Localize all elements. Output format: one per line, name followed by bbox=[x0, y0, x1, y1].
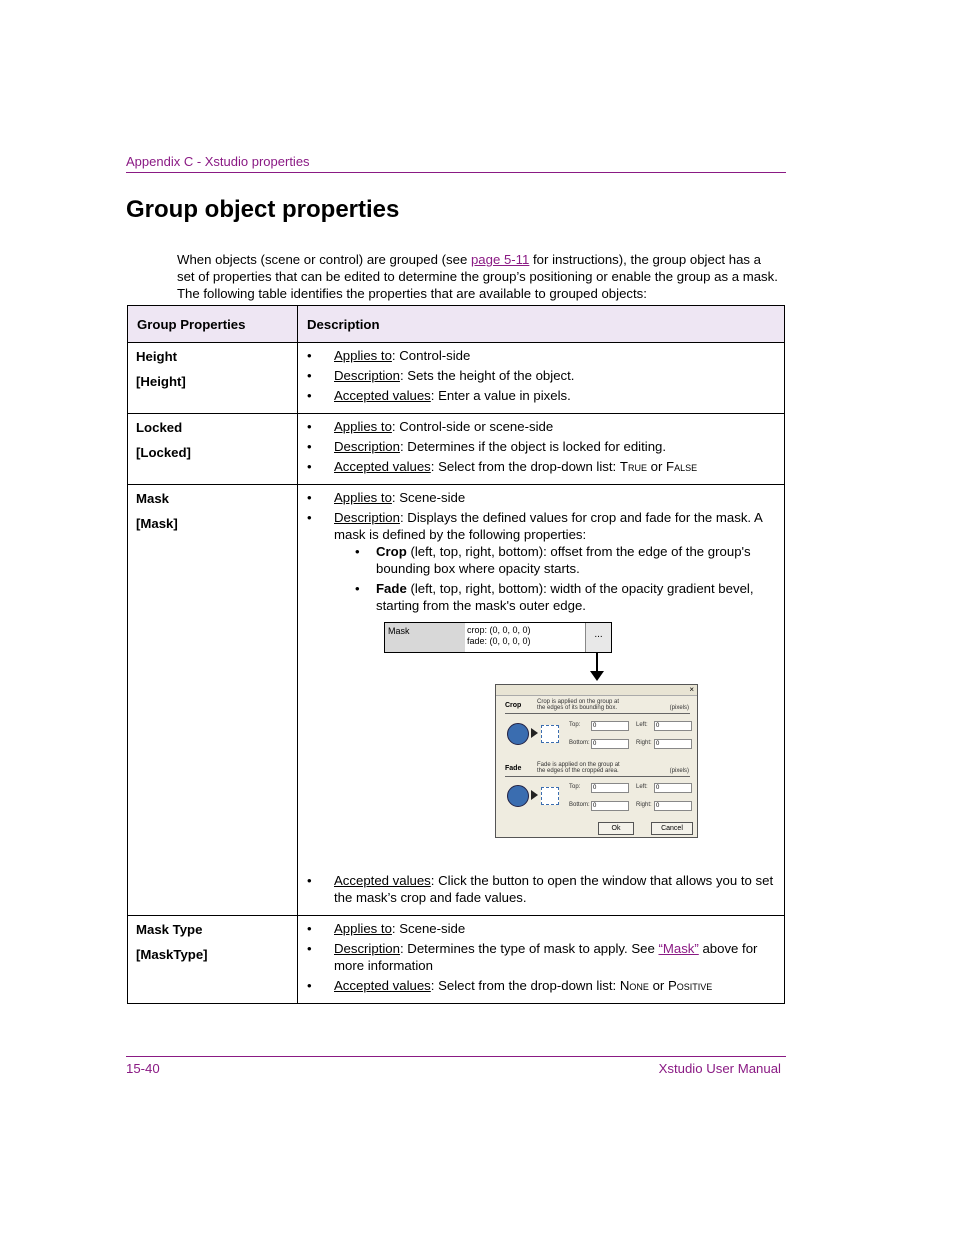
crop-section-title: Crop bbox=[505, 702, 522, 709]
list-item bbox=[354, 543, 776, 577]
list-item bbox=[306, 347, 776, 364]
page-link[interactable]: page 5-11 bbox=[470, 252, 530, 268]
crop-bottom-input[interactable]: 0 bbox=[591, 739, 629, 749]
property-cell bbox=[128, 485, 298, 916]
applies-label: Applies to bbox=[334, 921, 392, 936]
fade-right-input[interactable]: 0 bbox=[654, 801, 692, 811]
property-key: [Locked] bbox=[136, 445, 191, 460]
applies-value: : Scene-side bbox=[391, 490, 466, 505]
property-key: [Mask] bbox=[136, 516, 178, 531]
crop-note bbox=[537, 699, 619, 711]
list-item bbox=[354, 580, 776, 614]
mask-property-value bbox=[467, 625, 531, 647]
applies-label: Applies to bbox=[334, 419, 392, 434]
property-cell bbox=[128, 343, 298, 414]
accepted-value: : Select from the drop-down list: bbox=[430, 978, 620, 993]
mask-source-icon bbox=[507, 723, 529, 745]
bottom-label: Bottom: bbox=[569, 802, 590, 808]
accepted-value: : Enter a value in pixels. bbox=[430, 388, 571, 403]
footer-rule bbox=[126, 1056, 786, 1057]
option-none: None bbox=[619, 978, 649, 993]
option-false: False bbox=[666, 459, 698, 474]
table-row bbox=[128, 343, 785, 414]
accepted-value: : Select from the drop-down list: bbox=[430, 459, 620, 474]
ok-button[interactable]: Ok bbox=[598, 822, 634, 835]
list-item bbox=[306, 418, 776, 435]
option-or: or bbox=[646, 459, 667, 474]
fade-top-input[interactable]: 0 bbox=[591, 783, 629, 793]
mask-property-row bbox=[384, 622, 612, 653]
property-name: Mask Type bbox=[136, 922, 203, 937]
crop-value: crop: (0, 0, 0, 0) bbox=[467, 625, 531, 635]
crop-units: (pixels) bbox=[669, 705, 689, 711]
list-item bbox=[306, 367, 776, 384]
property-cell bbox=[128, 916, 298, 1004]
fade-label: Fade bbox=[376, 581, 407, 596]
accepted-value: : Click the button to open the window that allows you to set the mask’s crop and fade values. bbox=[334, 873, 774, 905]
right-label: Right: bbox=[636, 802, 652, 808]
fade-bottom-input[interactable]: 0 bbox=[591, 801, 629, 811]
crop-left-input[interactable]: 0 bbox=[654, 721, 692, 731]
table-header-row bbox=[128, 306, 785, 343]
description-cell bbox=[298, 916, 785, 1004]
fade-note bbox=[537, 762, 620, 774]
cancel-button[interactable]: Cancel bbox=[651, 822, 693, 835]
list-item bbox=[306, 920, 776, 937]
play-arrow-icon bbox=[531, 728, 538, 738]
crop-result-icon bbox=[541, 725, 559, 743]
mask-property-label: Mask bbox=[385, 623, 465, 652]
list-item bbox=[306, 489, 776, 506]
description-cell bbox=[298, 485, 785, 916]
intro-text: When objects (scene or control) are grouped (see bbox=[177, 252, 471, 268]
play-arrow-icon bbox=[531, 790, 538, 800]
left-label: Left: bbox=[636, 784, 648, 790]
mask-figure bbox=[306, 618, 776, 866]
property-name: Height bbox=[136, 349, 178, 364]
dialog-titlebar bbox=[496, 685, 697, 696]
list-item bbox=[306, 509, 776, 614]
description-value: : Sets the height of the object. bbox=[399, 368, 575, 383]
table-row bbox=[128, 485, 785, 916]
intro-text-2: for instructions), the group object has a set of properties that can be edited to determine the group’s positioning or enable the group as a mask. The following table identifies the properties that are available to grouped objects: bbox=[177, 252, 778, 302]
arrow-down-icon bbox=[590, 671, 604, 681]
option-or: or bbox=[648, 978, 668, 993]
list-item bbox=[306, 872, 776, 906]
fade-section-title: Fade bbox=[505, 765, 522, 772]
list-item bbox=[306, 438, 776, 455]
right-label: Right: bbox=[636, 740, 652, 746]
mask-dialog bbox=[495, 684, 698, 838]
table-row bbox=[128, 414, 785, 485]
fade-units: (pixels) bbox=[669, 768, 689, 774]
fade-note-line: Fade is applied on the group at bbox=[537, 762, 620, 768]
applies-value: : Control-side or scene-side bbox=[391, 419, 554, 434]
mask-source-icon bbox=[507, 785, 529, 807]
divider bbox=[505, 713, 690, 714]
fade-result-icon bbox=[541, 787, 559, 805]
accepted-label: Accepted values bbox=[334, 459, 431, 474]
header-rule bbox=[126, 172, 786, 173]
property-cell bbox=[128, 414, 298, 485]
crop-label: Crop bbox=[376, 544, 407, 559]
mask-subproperties bbox=[334, 543, 776, 614]
accepted-label: Accepted values bbox=[334, 873, 431, 888]
fade-value: fade: (0, 0, 0, 0) bbox=[467, 636, 531, 646]
description-value: : Determines the type of mask to apply. See bbox=[399, 941, 659, 956]
crop-note-line: the edges of its bounding box. bbox=[537, 705, 618, 711]
accepted-label: Accepted values bbox=[334, 388, 431, 403]
crop-right-input[interactable]: 0 bbox=[654, 739, 692, 749]
description-value: : Displays the defined values for crop and fade for the mask. A mask is defined by the following properties: bbox=[334, 510, 763, 542]
applies-value: : Scene-side bbox=[391, 921, 466, 936]
description-label: Description bbox=[334, 941, 400, 956]
applies-value: : Control-side bbox=[391, 348, 471, 363]
list-item bbox=[306, 387, 776, 404]
crop-text: (left, top, right, bottom): offset from the edge of the group's bounding box where opacity starts. bbox=[376, 544, 751, 576]
top-label: Top: bbox=[569, 784, 581, 790]
mask-ellipsis-button[interactable]: ... bbox=[585, 623, 611, 652]
col-header-properties: Group Properties bbox=[128, 306, 298, 343]
manual-title: Xstudio User Manual bbox=[658, 1061, 781, 1076]
list-item bbox=[306, 977, 776, 994]
property-key: [Height] bbox=[136, 374, 186, 389]
description-value-2: above for more information bbox=[334, 941, 758, 973]
fade-note-line: the edges of the cropped area. bbox=[537, 768, 619, 774]
arrow-line bbox=[596, 652, 598, 672]
property-name: Mask bbox=[136, 491, 169, 506]
fade-left-input[interactable]: 0 bbox=[654, 783, 692, 793]
list-item bbox=[306, 458, 776, 475]
crop-top-input[interactable]: 0 bbox=[591, 721, 629, 731]
fade-text: (left, top, right, bottom): width of the opacity gradient bevel, starting from the mask's outer edge. bbox=[376, 581, 754, 613]
divider bbox=[505, 776, 690, 777]
description-cell bbox=[298, 414, 785, 485]
accepted-label: Accepted values bbox=[334, 978, 431, 993]
table-row bbox=[128, 916, 785, 1004]
page-number: 15-40 bbox=[126, 1061, 160, 1076]
left-label: Left: bbox=[636, 722, 648, 728]
bottom-label: Bottom: bbox=[569, 740, 590, 746]
intro-paragraph bbox=[177, 251, 782, 302]
running-header: Appendix C - Xstudio properties bbox=[126, 154, 310, 169]
col-header-description: Description bbox=[298, 306, 785, 343]
close-icon[interactable]: × bbox=[689, 685, 694, 694]
option-positive: Positive bbox=[667, 978, 713, 993]
applies-label: Applies to bbox=[334, 490, 392, 505]
description-cell bbox=[298, 343, 785, 414]
option-true: True bbox=[619, 459, 647, 474]
list-item bbox=[306, 940, 776, 974]
description-label: Description bbox=[334, 368, 400, 383]
description-value: : Determines if the object is locked for editing. bbox=[399, 439, 667, 454]
crop-note-line: Crop is applied on the group at bbox=[537, 699, 620, 705]
property-name: Locked bbox=[136, 420, 183, 435]
property-key: [MaskType] bbox=[136, 947, 208, 962]
page-title: Group object properties bbox=[126, 196, 400, 223]
mask-link[interactable]: “Mask” bbox=[658, 941, 699, 956]
top-label: Top: bbox=[569, 722, 581, 728]
properties-table bbox=[127, 305, 785, 1004]
description-label: Description bbox=[334, 439, 400, 454]
applies-label: Applies to bbox=[334, 348, 392, 363]
description-label: Description bbox=[334, 510, 400, 525]
